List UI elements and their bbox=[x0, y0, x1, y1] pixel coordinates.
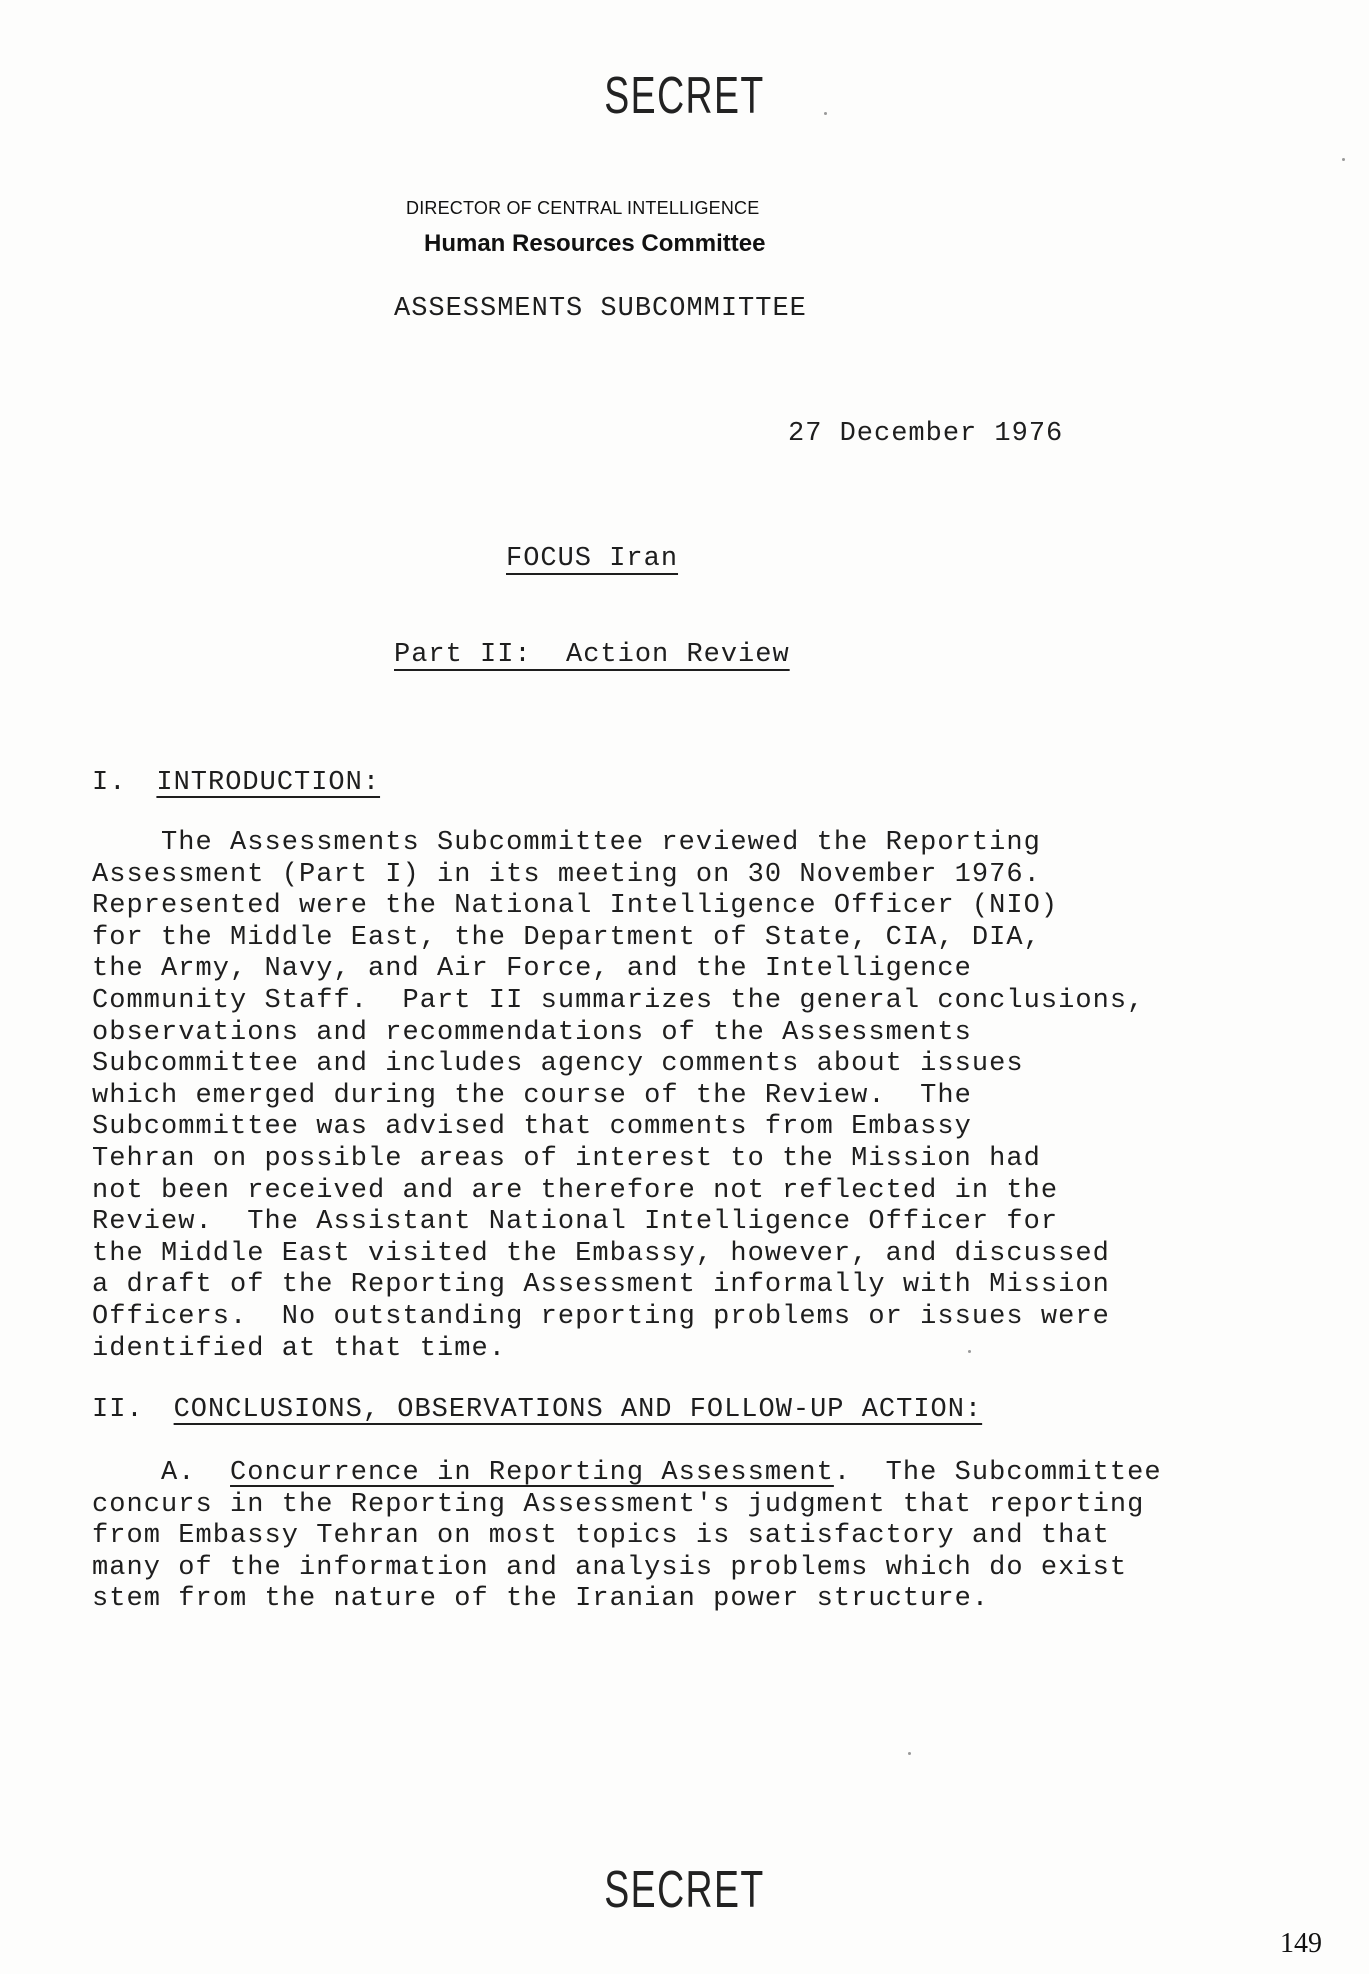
item-a-body: concurs in the Reporting Assessment's judgment that reporting from Embassy Tehran on most topics is satisfactory and that many of the information and analysis problems which do exist stem from the nature of the Iranian power structure. bbox=[92, 1489, 1145, 1615]
classification-top: SECRET bbox=[604, 67, 765, 125]
section-2-number: II. bbox=[92, 1395, 144, 1425]
page-number: 149 bbox=[1280, 1928, 1322, 1959]
focus-title: FOCUS Iran bbox=[506, 544, 679, 574]
section-1-number: I. bbox=[92, 768, 127, 798]
section-2-item-a bbox=[92, 1458, 1312, 1616]
document-date: 27 December 1976 bbox=[788, 419, 1064, 449]
part-title: Part II: Action Review bbox=[394, 640, 790, 670]
scan-speck bbox=[824, 112, 827, 115]
scan-speck bbox=[968, 1350, 971, 1353]
committee-name: Human Resources Committee bbox=[424, 230, 766, 257]
subcommittee-title: ASSESSMENTS SUBCOMMITTEE bbox=[394, 294, 807, 324]
classification-bottom: SECRET bbox=[604, 1861, 765, 1919]
section-2-heading bbox=[92, 1395, 982, 1425]
section-2-title: CONCLUSIONS, OBSERVATIONS AND FOLLOW-UP ACTION: bbox=[173, 1395, 983, 1425]
section-1-heading bbox=[92, 768, 380, 798]
scan-speck bbox=[908, 1752, 911, 1755]
item-a-lead: . The Subcommittee bbox=[833, 1458, 1162, 1488]
section-1-title: INTRODUCTION: bbox=[156, 768, 381, 798]
section-1-body: The Assessments Subcommittee reviewed the Reporting Assessment (Part I) in its meeting on 30 November 1976. Represented were the National Intelligence Officer (NIO) for the Middle East, the Department of State, CIA, DIA, the Army, Navy, and Air Force, and the Intelligence Community Staff. Part II summarizes the general conclusions, observations and recommendations of the Assessments Subcommittee and includes agency comments about issues which emerged during the course of the Review. The Subcommittee was advised that comments from Embassy Tehran on possible areas of interest to the Mission had not been received and are therefore not reflected in the Review. The Assistant National Intelligence Officer for the Middle East visited the Embassy, however, and discussed a draft of the Reporting Assessment informally with Mission Officers. No outstanding reporting problems or issues were identified at that time. bbox=[92, 828, 1145, 1364]
scan-speck bbox=[1342, 158, 1345, 161]
item-a-title: Concurrence in Reporting Assessment bbox=[230, 1458, 834, 1488]
agency-name: DIRECTOR OF CENTRAL INTELLIGENCE bbox=[406, 198, 760, 218]
item-a-label: A. bbox=[92, 1458, 231, 1488]
